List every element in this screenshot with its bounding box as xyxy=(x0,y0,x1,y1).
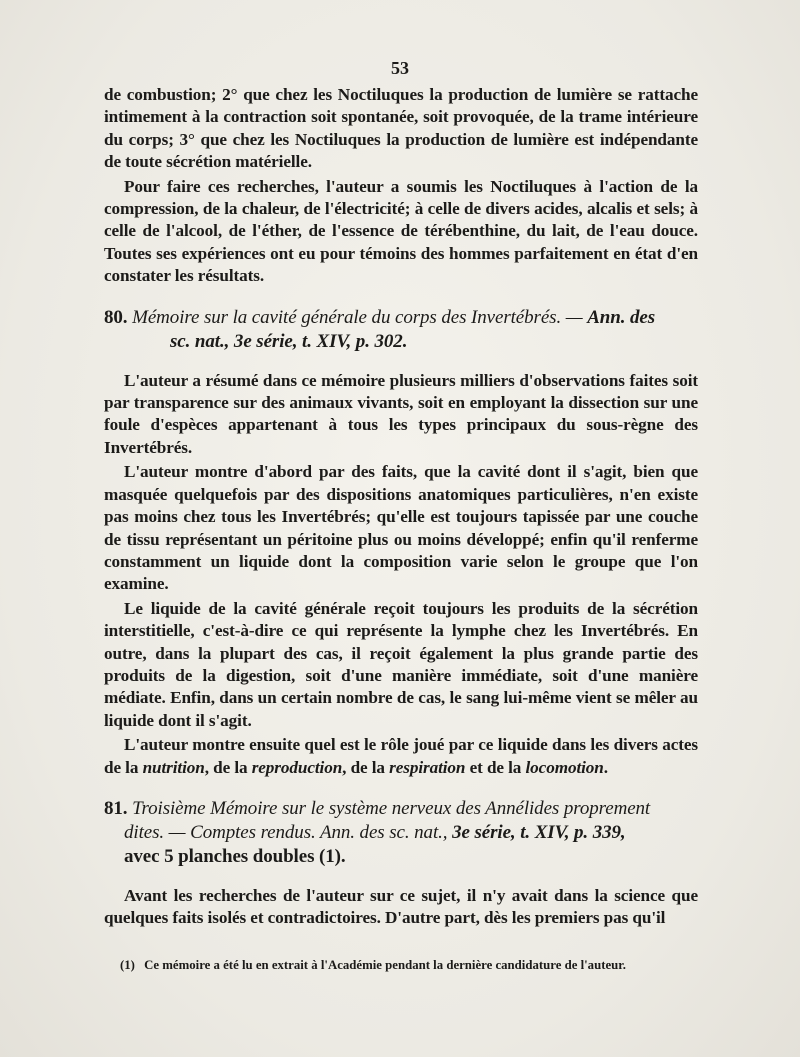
entry-81-line-3: avec 5 planches doubles (1). xyxy=(124,845,346,867)
entry-81-ref: 3e série, t. XIV, p. 339, xyxy=(452,821,626,843)
p4-mid-2: , de la xyxy=(342,757,385,777)
entry-80-title: Mémoire sur la cavité générale du corps des Invertébrés. — xyxy=(132,306,583,328)
entry-81-number: 81. xyxy=(104,797,128,819)
p4-word-locomotion: locomotion xyxy=(525,757,604,777)
entry-81-title-2: dites. — Comptes rendus. Ann. des sc. nat., xyxy=(124,821,448,843)
footnote xyxy=(120,958,700,973)
p4-mid-1: , de la xyxy=(204,757,248,777)
p4-word-nutrition: nutrition xyxy=(142,757,205,777)
p4-start: L'auteur montre ensuite quel est le rôle joué par ce liquide dans les divers actes de la xyxy=(104,735,698,777)
p4-word-reproduction: reproduction xyxy=(251,757,343,777)
entry-80-paragraph-3: Le liquide de la cavité générale reçoit toujours les produits de la sécrétion interstitielle, c'est-à-dire ce qui représente la lymphe chez les Invertébrés. En outre, dans la plupart des cas, il reçoit également la plus grande partie des produits de la digestion, soit d'une manière immédiate, soit d'une manière médiate. Enfin, dans un certain nombre de cas, le sang lui-même vient se mêler au liquide dont il s'agit. xyxy=(104,598,698,730)
entry-80-heading xyxy=(104,306,698,354)
entry-81-title-1: Troisième Mémoire sur le système nerveux des Annélides proprement xyxy=(132,797,651,819)
p4-mid-3: et de la xyxy=(469,757,522,777)
entry-80-paragraph-1: L'auteur a résumé dans ce mémoire plusieurs milliers d'observations faites soit par transparence sur des animaux vivants, soit en employant la dissection sur une foule d'espèces appartenant à tous les types principaux du sous-règne des Invertébrés. xyxy=(104,370,698,457)
entry-81-heading xyxy=(104,797,698,869)
entry-81-paragraph-1: Avant les recherches de l'auteur sur ce sujet, il n'y avait dans la science que quelques faits isolés et contradictoires. D'autre part, dès les premiers pas qu'il xyxy=(104,885,698,928)
footnote-text: Ce mémoire a été lu en extrait à l'Académie pendant la dernière candidature de l'auteur. xyxy=(144,958,626,972)
entry-80-ref-2: sc. nat., 3e série, t. XIV, p. 302. xyxy=(170,330,408,352)
page-body xyxy=(104,84,698,932)
p4-end: . xyxy=(603,757,608,777)
entry-80-paragraph-2: L'auteur montre d'abord par des faits, que la cavité dont il s'agit, bien que masquée quelquefois par des dispositions anatomiques particulières, n'en existe pas moins chez tous les Invertébrés; qu'elle est toujours tapissée par une couche de tissu représentant un péritoine plus ou moins développé; enfin qu'il renferme constamment un liquide dont la composition varie selon le groupe que l'on examine. xyxy=(104,462,698,594)
intro-paragraph-2: Pour faire ces recherches, l'auteur a soumis les Noctiluques à l'action de la compression, de la chaleur, de l'électricité; à celle de divers acides, alcalis et sels; à celle de l'alcool, de l'éther, de l'essence de térébenthine, du lait, de l'eau douce. Toutes ses expériences ont eu pour témoins des hommes parfaitement en état d'en constater les résultats. xyxy=(104,176,698,286)
p4-word-respiration: respiration xyxy=(389,757,466,777)
entry-80-number: 80. xyxy=(104,306,128,328)
entry-80-ref-1: Ann. des xyxy=(587,306,656,328)
page-number: 53 xyxy=(391,58,409,78)
footnote-mark: (1) xyxy=(120,958,135,972)
intro-paragraph-1: de combustion; 2° que chez les Noctiluques la production de lumière se rattache intimement à la contraction soit spontanée, soit provoquée, de la trame intérieure du corps; 3° que chez les Noctiluques la production de lumière est indépendante de toute sécrétion matérielle. xyxy=(104,85,698,172)
entry-80-paragraph-4 xyxy=(104,734,698,779)
